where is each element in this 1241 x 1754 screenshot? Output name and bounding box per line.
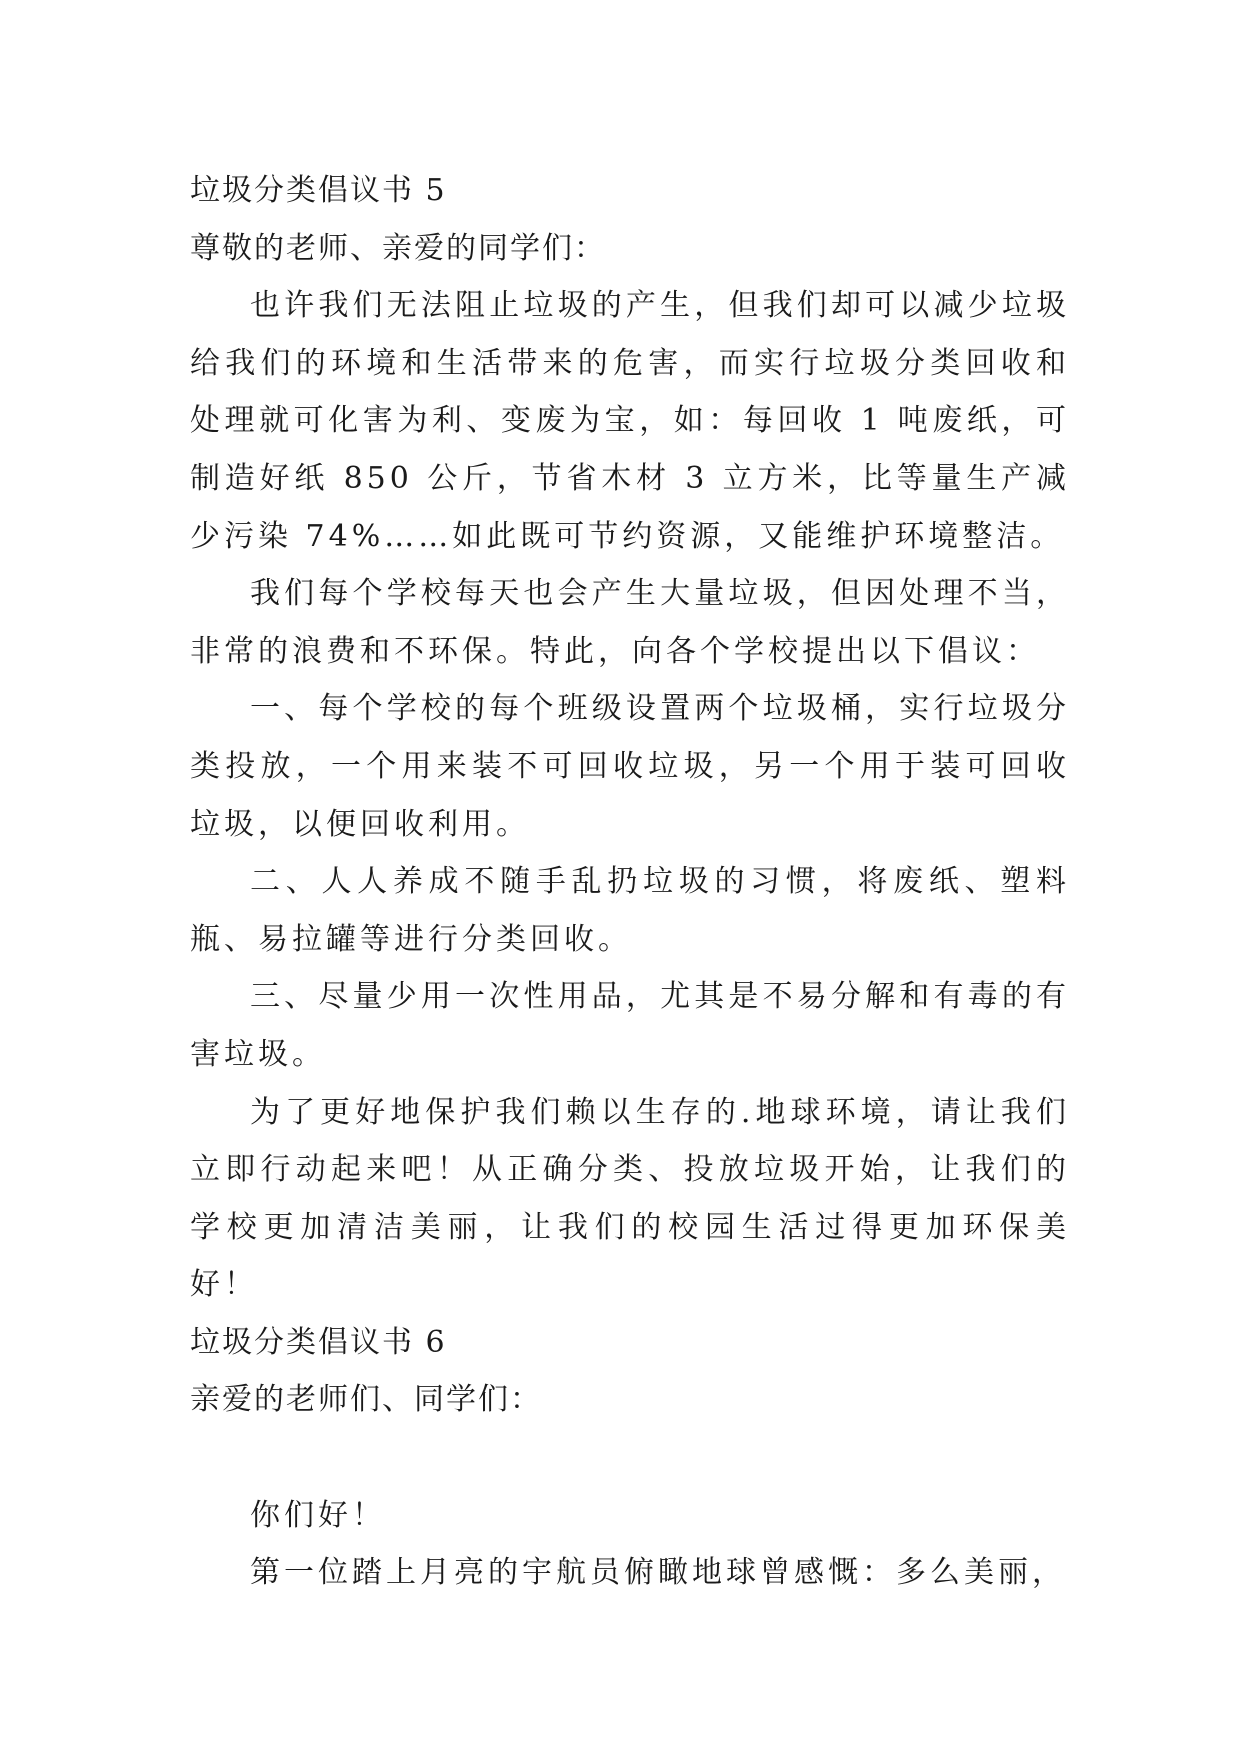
section-6-greeting: 你们好！: [250, 1497, 386, 1533]
section-5-heading: 垃圾分类倡议书 5: [190, 173, 447, 208]
document-page: [190, 162, 1070, 1602]
section-5-paragraph-4: 二、人人养成不随手乱扔垃圾的习惯，将废纸、塑料瓶、易拉罐等进行分类回收。: [190, 864, 1070, 957]
section-5-paragraph-1: 也许我们无法阻止垃圾的产生，但我们却可以减少垃圾给我们的环境和生活带来的危害，而实行垃圾分类回收和处理就可化害为利、变废为宝，如：每回收 1 吨废纸，可制造好纸 850 公斤，节省木材 3 立方米，比等量生产减少污染 74%……如此既可节约资源，又能维护环境整洁。: [190, 288, 1070, 554]
section-5-paragraph-6: 为了更好地保护我们赖以生存的.地球环境，请让我们立即行动起来吧！从正确分类、投放垃圾开始，让我们的学校更加清洁美丽，让我们的校园生活过得更加环保美好！: [190, 1094, 1070, 1303]
section-6-paragraph-1: 第一位踏上月亮的宇航员俯瞰地球曾感慨：多么美丽，: [250, 1555, 1066, 1591]
section-6-salutation: 亲爱的老师们、同学们：: [190, 1382, 542, 1418]
section-5-paragraph-2: 我们每个学校每天也会产生大量垃圾，但因处理不当，非常的浪费和不环保。特此，向各个学校提出以下倡议：: [190, 576, 1070, 669]
section-6-heading: 垃圾分类倡议书 6: [190, 1324, 447, 1360]
blank-line: [190, 1429, 1070, 1487]
section-5-salutation: 尊敬的老师、亲爱的同学们：: [190, 230, 606, 266]
section-5-paragraph-3: 一、每个学校的每个班级设置两个垃圾桶，实行垃圾分类投放，一个用来装不可回收垃圾，另一个用于装可回收垃圾，以便回收利用。: [190, 691, 1070, 842]
section-5-paragraph-5: 三、尽量少用一次性用品，尤其是不易分解和有毒的有害垃圾。: [190, 979, 1070, 1072]
